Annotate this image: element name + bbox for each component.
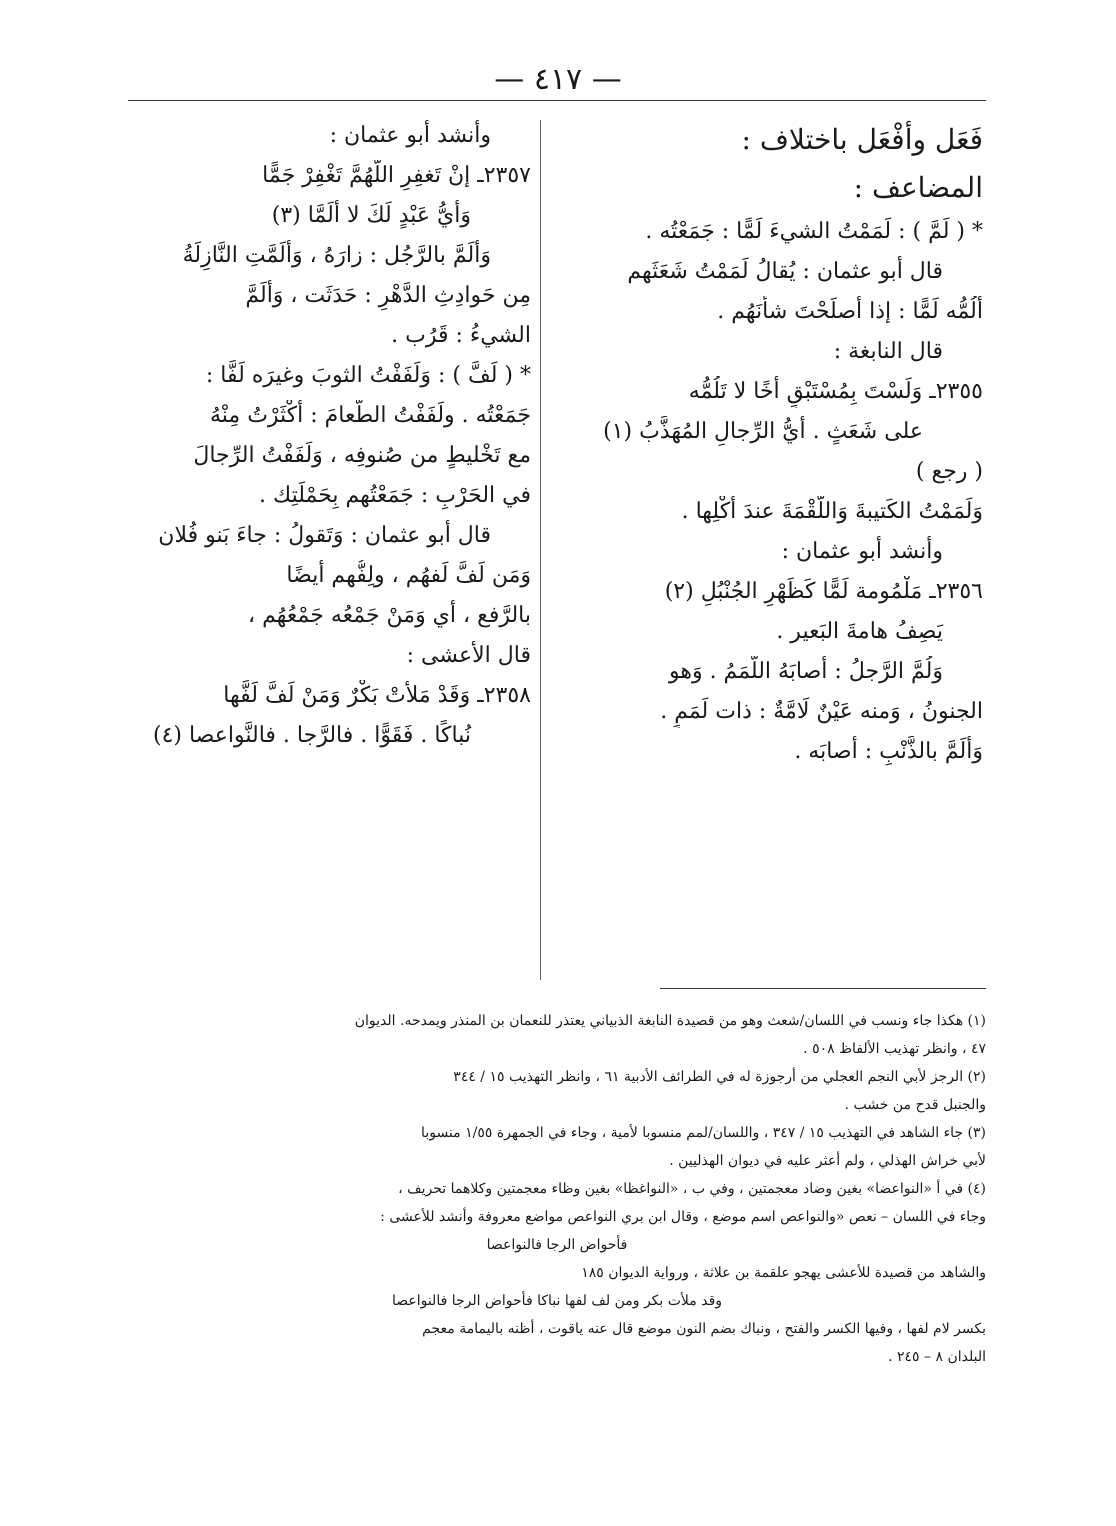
footnote-line: (٢) الرجز لأبي النجم العجلي من أرجوزة له في الطرائف الأدبية ٦١ ، وانظر التهذيب ١٥ / ٣٤٤ — [453, 1069, 986, 1085]
text-line: قال أبو عثمان : يُقالُ لَمَمْتُ شَعَثَهم — [627, 259, 943, 284]
text-line: وأنشد أبو عثمان : — [329, 123, 491, 148]
footnote-line: فأحواض الرجا فالنواعصا — [486, 1237, 628, 1253]
text-line: وَلُمَّ الرَّجلُ : أصابَهُ اللَّمَمُ . وَهو — [668, 659, 943, 684]
footnote-line: (٤) في أ «النواعضا» بغين وضاد معجمتين ، وفي ب ، «النواغظا» بغين وظاء معجمتين وكلاهما تحريف ، — [398, 1181, 986, 1197]
footnotes — [128, 1010, 986, 1374]
text-line: يَصِفُ هامةَ البَعير . — [776, 619, 943, 644]
left-column — [128, 120, 531, 760]
footnote-line: بكسر لام لفها ، وفيها الكسر والفتح ، ونباك بضم النون موضع قال عنه ياقوت ، أظنه باليمامة معجم — [422, 1321, 986, 1337]
footnote-line: ٤٧ ، وانظر تهذيب الألفاظ ٥٠٨ . — [803, 1041, 986, 1057]
text-line: قال أبو عثمان : وَتَقولُ : جاءَ بَنو فُلان — [158, 523, 491, 548]
footnote-line: (٣) جاء الشاهد في التهذيب ١٥ / ٣٤٧ ، واللسان/لمم منسوبا لأمية ، وجاء في الجمهرة ١/٥٥ منسوبا — [421, 1125, 986, 1141]
text-line: قال النابغة : — [833, 339, 943, 364]
header-rule — [128, 100, 986, 101]
text-line: قال الأعشى : — [406, 643, 531, 668]
text-line: مع تَخْليطٍ من صُنوفِه ، وَلَفَفْتُ الرِّجالَ — [193, 443, 531, 468]
text-line: ٢٣٥٥ـ وَلَسْتَ بِمُسْتَبْقٍ أَخًا لا تَلُمُّه — [688, 379, 983, 404]
text-line: وَلَمَمْتُ الكَتيبةَ وَاللُّقْمَةَ عندَ أَكْلِها . — [681, 499, 983, 524]
page-number: — ٤١٧ — — [494, 62, 622, 97]
footnote-rule — [660, 988, 986, 989]
text-line: جَمَعْتُه . ولَفَفْتُ الطَّعامَ : أَكْثَرْتُ مِنْهُ — [209, 403, 531, 428]
footnote-line: (١) هكذا جاء ونسب في اللسان/شعث وهو من قصيدة النابغة الذبياني يعتذر للنعمان بن المنذر ويمدحه. الديوان — [354, 1013, 986, 1029]
text-line: وَأَلَمَّ بالرَّجُل : زارَهُ ، وَأَلَمَّتِ النَّازِلَةُ — [182, 243, 491, 268]
text-line: فَعَل وأفْعَل باختلاف : — [741, 123, 983, 156]
footnote-line: لأبي خراش الهذلي ، ولم أعثر عليه في ديوان الهذليين . — [669, 1153, 986, 1169]
footnote-line: وقد ملأت بكر ومن لف لفها نباكا فأحواض الرجا فالنواعصا — [391, 1293, 723, 1309]
text-line: ٢٣٥٧ـ إنْ تَغفِرِ اللَّهُمَّ تَغْفِرْ جَمًّا — [262, 163, 531, 188]
right-column — [553, 120, 983, 776]
text-line: * ( لَفَّ ) : وَلَفَفْتُ الثوبَ وغيرَه لَفًّا : — [205, 363, 531, 388]
text-line: مِن حَوادِثِ الدَّهْرِ : حَدَثَت ، وَأَلَمَّ — [245, 283, 531, 308]
text-line: نُباكًا . فَقَوًّا . فالرَّجا . فالنَّواعصا (٤) — [152, 723, 471, 748]
text-line: الشيءُ : قَرُب . — [391, 323, 531, 348]
text-line: على شَعَثٍ . أَيُّ الرِّجالِ المُهَذَّبُ (١) — [603, 419, 923, 444]
text-line: في الحَرْبِ : جَمَعْتُهم بِحَمْلَتِك . — [259, 483, 531, 508]
text-line: بالرَّفع ، أي وَمَنْ جَمْعُه جَمْعُهُم ، — [248, 603, 531, 628]
text-line: الجنونُ ، وَمنه عَيْنٌ لَامَّةٌ : ذات لَمَمٍ . — [660, 699, 983, 724]
column-divider — [540, 120, 541, 980]
footnote-line: والجنبل قدح من خشب . — [844, 1097, 986, 1113]
footnote-line: البلدان ٨ – ٢٤٥ . — [888, 1349, 986, 1365]
text-line: أَلُمُّه لَمًّا : إذا أَصلَحْتَ شأْنَهُم . — [717, 299, 983, 324]
text-line: ( رجع ) — [915, 459, 983, 484]
footnote-line: والشاهد من قصيدة للأعشى يهجو علقمة بن علاثة ، ورواية الديوان ١٨٥ — [581, 1265, 986, 1281]
text-line: وأنشد أبو عثمان : — [781, 539, 943, 564]
text-line: * ( لَمَّ ) : لَمَمْتُ الشيءَ لَمًّا : جَمَعْتُه . — [645, 219, 983, 244]
text-line: ٢٣٥٦ـ مَلْمُومة لَمًّا كَظَهْرِ الجُنْبُلِ (٢) — [664, 579, 983, 604]
text-line: ٢٣٥٨ـ وَقَدْ مَلأَتْ بَكْرٌ وَمَنْ لَفَّ لَفَّها — [223, 683, 531, 708]
text-line: وَأَيُّ عَبْدٍ لَكَ لا أَلَمَّا (٣) — [271, 203, 471, 228]
footnote-line: وجاء في اللسان – نعص «والنواعص اسم موضع ، وقال ابن بري النواعص مواضع معروفة وأنشد للأعشى : — [380, 1209, 986, 1225]
text-line: المضاعف : — [853, 171, 983, 204]
text-line: وَأَلَمَّ بالذَّنْبِ : أصابَه . — [794, 739, 983, 764]
text-line: وَمَن لَفَّ لَفهُم ، ولِفُّهم أَيضًا — [286, 563, 531, 588]
